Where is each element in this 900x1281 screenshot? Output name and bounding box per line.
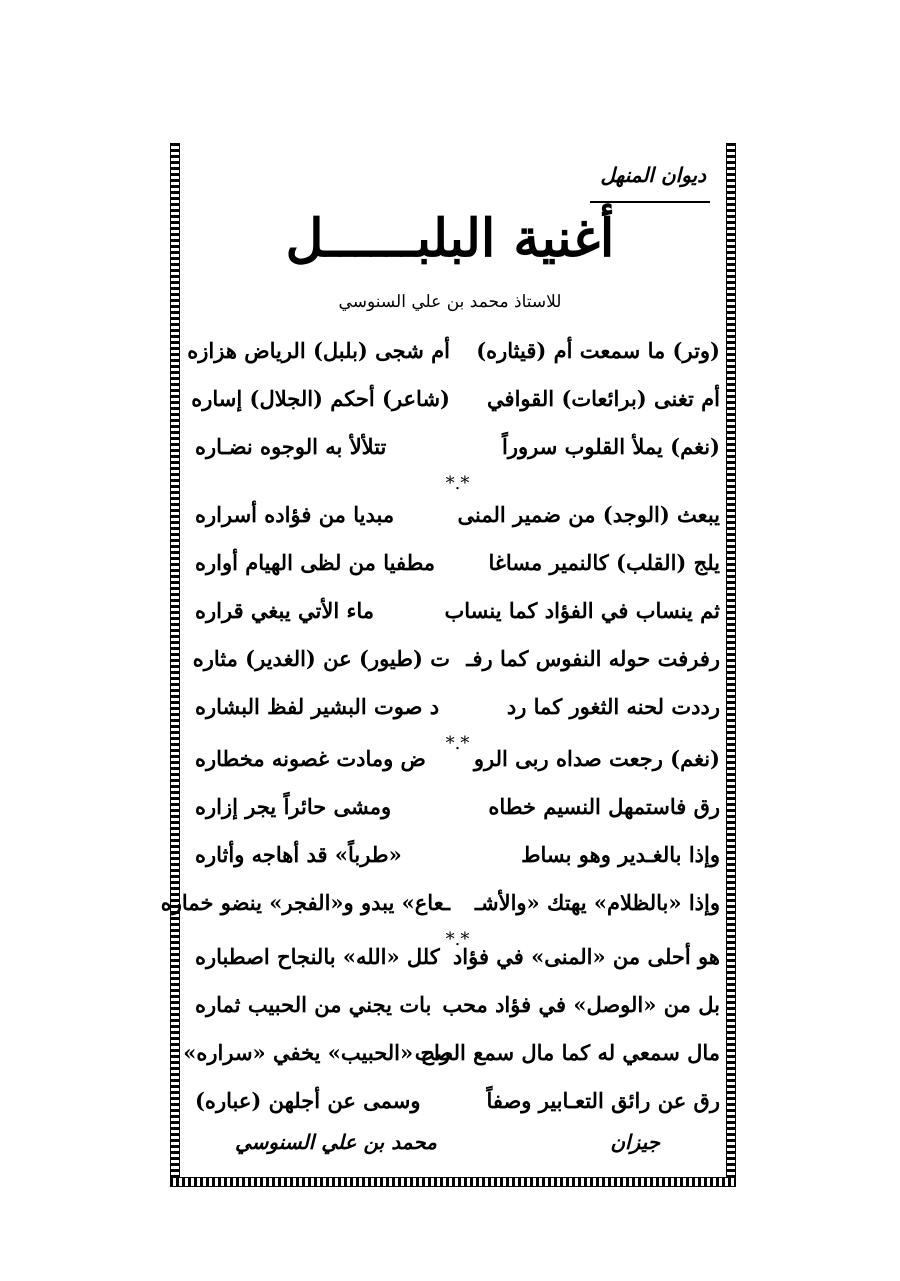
section-header: ديوان المنهل [600, 163, 706, 187]
verse-line [195, 980, 720, 1028]
stanza [187, 326, 720, 498]
second-hemistich: بات يجني من الحبيب ثماره [195, 991, 432, 1017]
second-hemistich: وسمى عن أجلهن (عباره) [195, 1087, 421, 1113]
place-name: جيزان [610, 1130, 660, 1154]
verse-line [195, 830, 720, 878]
verse-line [191, 374, 720, 422]
second-hemistich: ت (طيور) عن (الغدير) مثاره [192, 645, 450, 671]
second-hemistich: (شاعر) أحكم (الجلال) إساره [191, 385, 450, 411]
first-hemistich: (نغم) يملأ القلوب سروراً [502, 433, 720, 459]
second-hemistich: مبديا من فؤاده أسراره [195, 501, 395, 527]
first-hemistich: وإذا «بالظلام» يهتك «والأشـ [474, 889, 720, 915]
second-hemistich: راح «الحبيب» يخفي «سراره» [183, 1039, 450, 1065]
second-hemistich: كلل «الله» بالنجاح اصطباره [195, 943, 440, 969]
first-hemistich: (نغم) رجعت صداه ربى الرو [473, 745, 720, 771]
first-hemistich: مال سمعي له كما مال سمع الصب [414, 1039, 720, 1065]
poem-author: للاستاذ محمد بن علي السنوسي [338, 292, 562, 312]
bottom-ornamental-border [170, 1177, 736, 1187]
second-hemistich: ماء الأتي يبغي قراره [195, 597, 375, 623]
first-hemistich: يلج (القلب) كالنمير مساغا [488, 549, 720, 575]
stanza-separator: *.* [445, 929, 470, 950]
first-hemistich: أم تغنى (برائعات) القوافي [487, 385, 720, 411]
verse-line [192, 634, 720, 682]
first-hemistich: رق فاستمهل النسيم خطاه [488, 793, 720, 819]
author-signature: محمد بن علي السنوسي [235, 1130, 437, 1154]
poem-footer [195, 1130, 720, 1154]
verse-line [195, 932, 720, 980]
stanza-separator: *.* [445, 473, 470, 494]
verse-line [195, 586, 720, 634]
first-hemistich: (وتر) ما سمعت أم (قيثاره) [476, 337, 720, 363]
second-hemistich: ـعاع» يبدو و«الفجر» ينضو خماره [160, 889, 450, 915]
second-hemistich: ومشى حائراً يجر إزاره [195, 793, 392, 819]
header-underline [590, 201, 710, 203]
verse-line [195, 734, 720, 782]
second-hemistich: «طرباً» قد أهاجه وأثاره [195, 841, 402, 867]
stanza-separator: *.* [445, 733, 470, 754]
verse-line [183, 1028, 720, 1076]
verse-line [187, 326, 720, 374]
stanza [183, 932, 720, 1124]
verse-line [195, 1076, 720, 1124]
second-hemistich: أم شجى (بلبل) الرياض هزازه [187, 337, 450, 363]
poem-title: أغنية البلبــــــل [285, 208, 615, 269]
verse-line [160, 878, 720, 926]
first-hemistich: ثم ينساب في الفؤاد كما ينساب [444, 597, 720, 623]
second-hemistich: مطفيا من لظى الهيام أواره [195, 549, 436, 575]
second-hemistich: د صوت البشير لفظ البشاره [195, 693, 440, 719]
second-hemistich: ض ومادت غصونه مخطاره [195, 745, 426, 771]
first-hemistich: وإذا بالغـدير وهو بساط [521, 841, 720, 867]
first-hemistich: هو أحلى من «المنى» في فؤاد [452, 943, 720, 969]
stanza [192, 490, 720, 758]
first-hemistich: يبعث (الوجد) من ضمير المنى [457, 501, 720, 527]
verse-line [195, 538, 720, 586]
verse-line [195, 422, 720, 470]
first-hemistich: رددت لحنه الثغور كما رد [506, 693, 720, 719]
first-hemistich: رفرفت حوله النفوس كما رفـ [466, 645, 720, 671]
first-hemistich: بل من «الوصل» في فؤاد محب [442, 991, 720, 1017]
second-hemistich: تتلألأ به الوجوه نضـاره [195, 433, 387, 459]
verse-line [195, 782, 720, 830]
verse-line [195, 682, 720, 730]
verse-line [195, 490, 720, 538]
first-hemistich: رق عن رائق التعـابير وصفاً [486, 1087, 720, 1113]
stanza [160, 734, 720, 954]
